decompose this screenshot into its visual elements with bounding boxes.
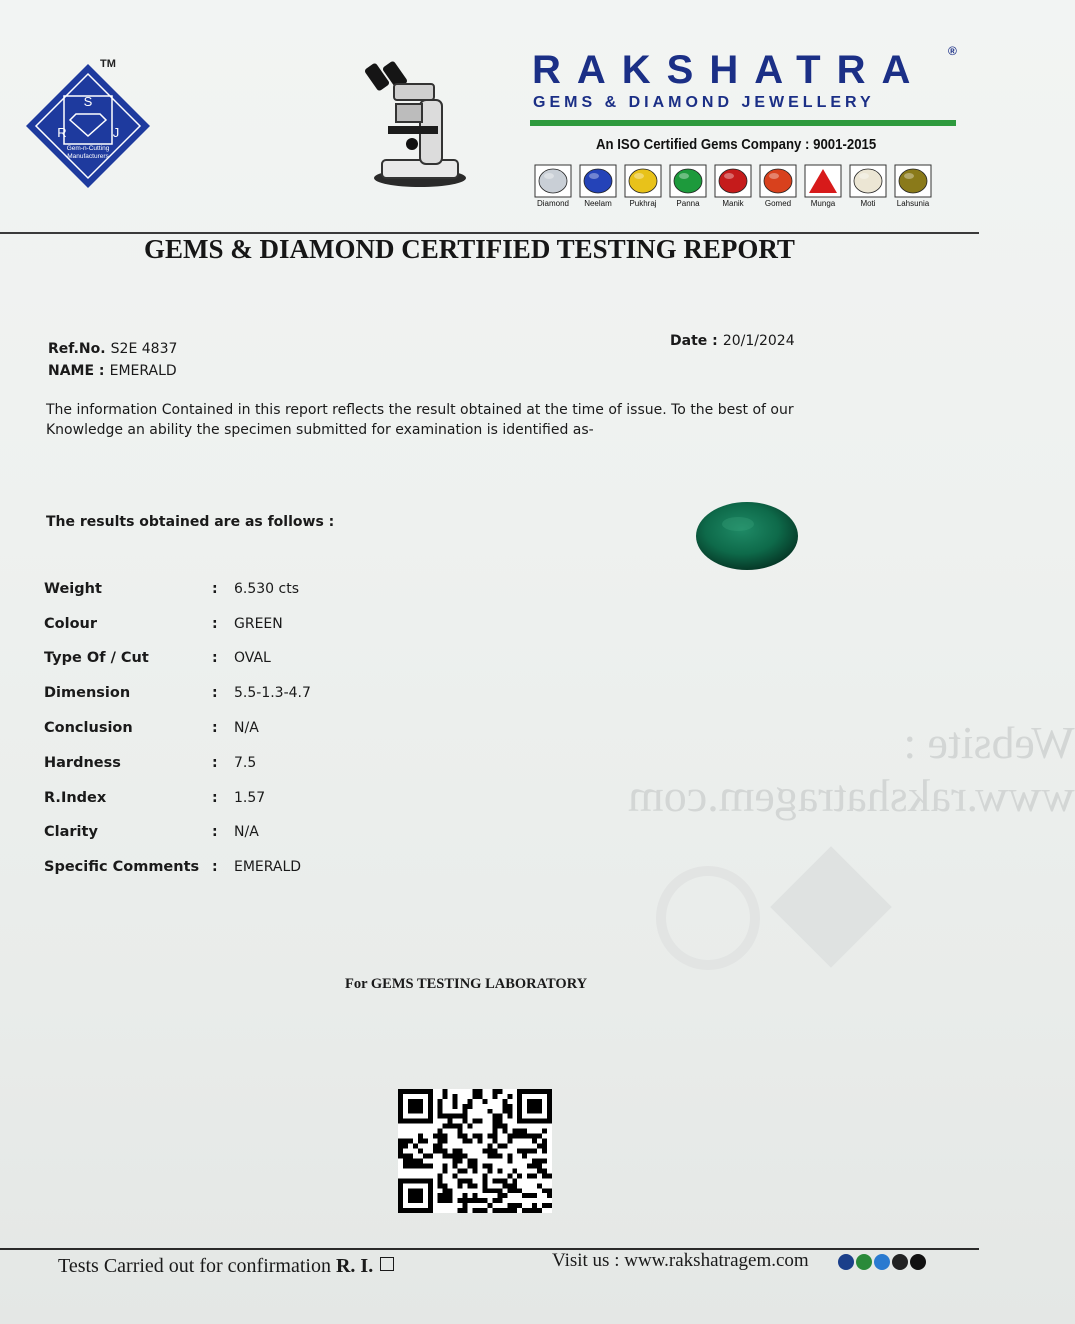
result-row-specific-comments (44, 856, 301, 878)
gemstone-icon (849, 164, 887, 198)
microscope-icon (360, 60, 470, 190)
tests-method: R. I. (335, 1255, 374, 1277)
qr-code[interactable] (398, 1088, 552, 1214)
result-colon: : (212, 720, 218, 736)
result-value: N/A (234, 720, 259, 736)
result-value: OVAL (234, 650, 271, 666)
result-value: EMERALD (234, 859, 302, 875)
result-value: N/A (234, 824, 259, 840)
youtube-icon[interactable] (892, 1254, 908, 1270)
gemstone-strip (532, 164, 960, 208)
result-colon: : (212, 755, 218, 771)
results-heading: The results obtained are as follows : (46, 514, 335, 530)
gemstone-label: Gomed (764, 199, 792, 208)
result-label: Type Of / Cut (44, 650, 149, 666)
gemstone-label: Moti (860, 199, 876, 208)
visit-website[interactable]: Visit us : www.rakshatragem.com (552, 1250, 809, 1271)
report-title: GEMS & DIAMOND CERTIFIED TESTING REPORT (144, 234, 795, 264)
date-label: Date : (670, 333, 718, 349)
gemstone-icon (759, 164, 797, 198)
result-row-dimension (44, 682, 311, 704)
emerald-gem-image (694, 500, 800, 572)
gemstone-moti (847, 164, 889, 208)
logo-tagline-1: Gem-n-Cutting (66, 145, 110, 152)
ref-value: S2E 4837 (110, 341, 178, 357)
name-value: EMERALD (109, 363, 177, 379)
intro-line-1: The information Contained in this report reflects the result obtained at the time of issue. To the best of our (46, 402, 794, 418)
tests-text: Tests Carried out for confirmation (58, 1255, 331, 1277)
date-value: 20/1/2024 (722, 333, 795, 349)
lab-signature-label: For GEMS TESTING LABORATORY (345, 976, 588, 992)
result-value: 6.530 cts (234, 581, 300, 597)
registered-mark: ® (948, 44, 957, 58)
result-row-hardness (44, 752, 256, 774)
brand-divider (530, 120, 956, 126)
gemstone-icon (804, 164, 842, 198)
gemstone-lahsunia (892, 164, 934, 208)
ref-number (48, 338, 177, 357)
instagram-icon[interactable] (910, 1254, 926, 1270)
gemstone-neelam (577, 164, 619, 208)
gemstone-diamond (532, 164, 574, 208)
iso-certification: An ISO Certified Gems Company : 9001-2015 (596, 136, 877, 153)
gemstone-munga (802, 164, 844, 208)
gemstone-label: Neelam (584, 199, 612, 208)
gemstone-gomed (757, 164, 799, 208)
result-row-clarity (44, 821, 259, 843)
result-label: Specific Comments (44, 859, 200, 875)
footer-divider (0, 1248, 979, 1250)
result-colon: : (212, 790, 218, 806)
brand-subtitle: GEMS & DIAMOND JEWELLERY (533, 94, 875, 111)
logo-letter-r: R (57, 125, 67, 140)
gemstone-label: Panna (676, 199, 700, 208)
result-colon: : (212, 859, 218, 875)
result-label: Conclusion (44, 720, 133, 736)
result-label: Clarity (44, 824, 98, 840)
website-watermark: Website : www.rakshatragem.com (628, 717, 1075, 821)
gemstone-label: Munga (810, 199, 836, 208)
result-label: Hardness (44, 755, 121, 771)
diamond-watermark (770, 846, 892, 968)
logo-letter-j: J (112, 125, 120, 140)
intro-text (46, 400, 866, 440)
specimen-name (48, 360, 177, 379)
twitter-icon[interactable] (874, 1254, 890, 1270)
gemstone-label: Diamond (536, 199, 569, 208)
result-colon: : (212, 650, 218, 666)
gemstone-icon (669, 164, 707, 198)
tests-confirmation (58, 1255, 394, 1278)
result-label: Weight (44, 581, 102, 597)
trademark-mark: TM (100, 58, 116, 70)
result-colon: : (212, 824, 218, 840)
result-value: 7.5 (234, 755, 257, 771)
stamp-seal-ghost (656, 866, 760, 970)
result-colon: : (212, 616, 218, 632)
gemstone-icon (579, 164, 617, 198)
checkbox-icon (380, 1257, 394, 1271)
logo-letter-s: S (83, 94, 93, 109)
gemstone-icon (714, 164, 752, 198)
result-row-colour (44, 613, 283, 635)
result-label: Dimension (44, 685, 131, 701)
gemstone-label: Lahsunia (896, 199, 930, 208)
logo-tagline-2: Manufacturers (67, 153, 109, 160)
brand-name: RAKSHATRA (532, 48, 927, 92)
facebook-icon[interactable] (838, 1254, 854, 1270)
report-date (670, 330, 795, 349)
gemstone-label: Manik (722, 199, 744, 208)
result-value: GREEN (234, 616, 283, 632)
result-value: 5.5-1.3-4.7 (234, 685, 311, 701)
intro-line-2: Knowledge an ability the specimen submitted for examination is identified as- (46, 422, 594, 438)
name-label: NAME : (48, 363, 105, 379)
gemstone-icon (894, 164, 932, 198)
gemstone-manik (712, 164, 754, 208)
result-label: Colour (44, 616, 98, 632)
srj-logo (24, 62, 152, 190)
result-value: 1.57 (234, 790, 266, 806)
result-row-type-of-cut (44, 647, 271, 669)
result-row-weight (44, 578, 299, 600)
gemstone-icon (624, 164, 662, 198)
result-row-r-index (44, 787, 265, 809)
result-colon: : (212, 685, 218, 701)
ref-label: Ref.No. (48, 341, 106, 357)
result-colon: : (212, 581, 218, 597)
gemstone-icon (534, 164, 572, 198)
gemstone-panna (667, 164, 709, 208)
gemstone-label: Pukhraj (629, 199, 657, 208)
result-label: R.Index (44, 790, 107, 806)
result-row-conclusion (44, 717, 259, 739)
social-icons (838, 1254, 926, 1270)
whatsapp-icon[interactable] (856, 1254, 872, 1270)
gemstone-pukhraj (622, 164, 664, 208)
